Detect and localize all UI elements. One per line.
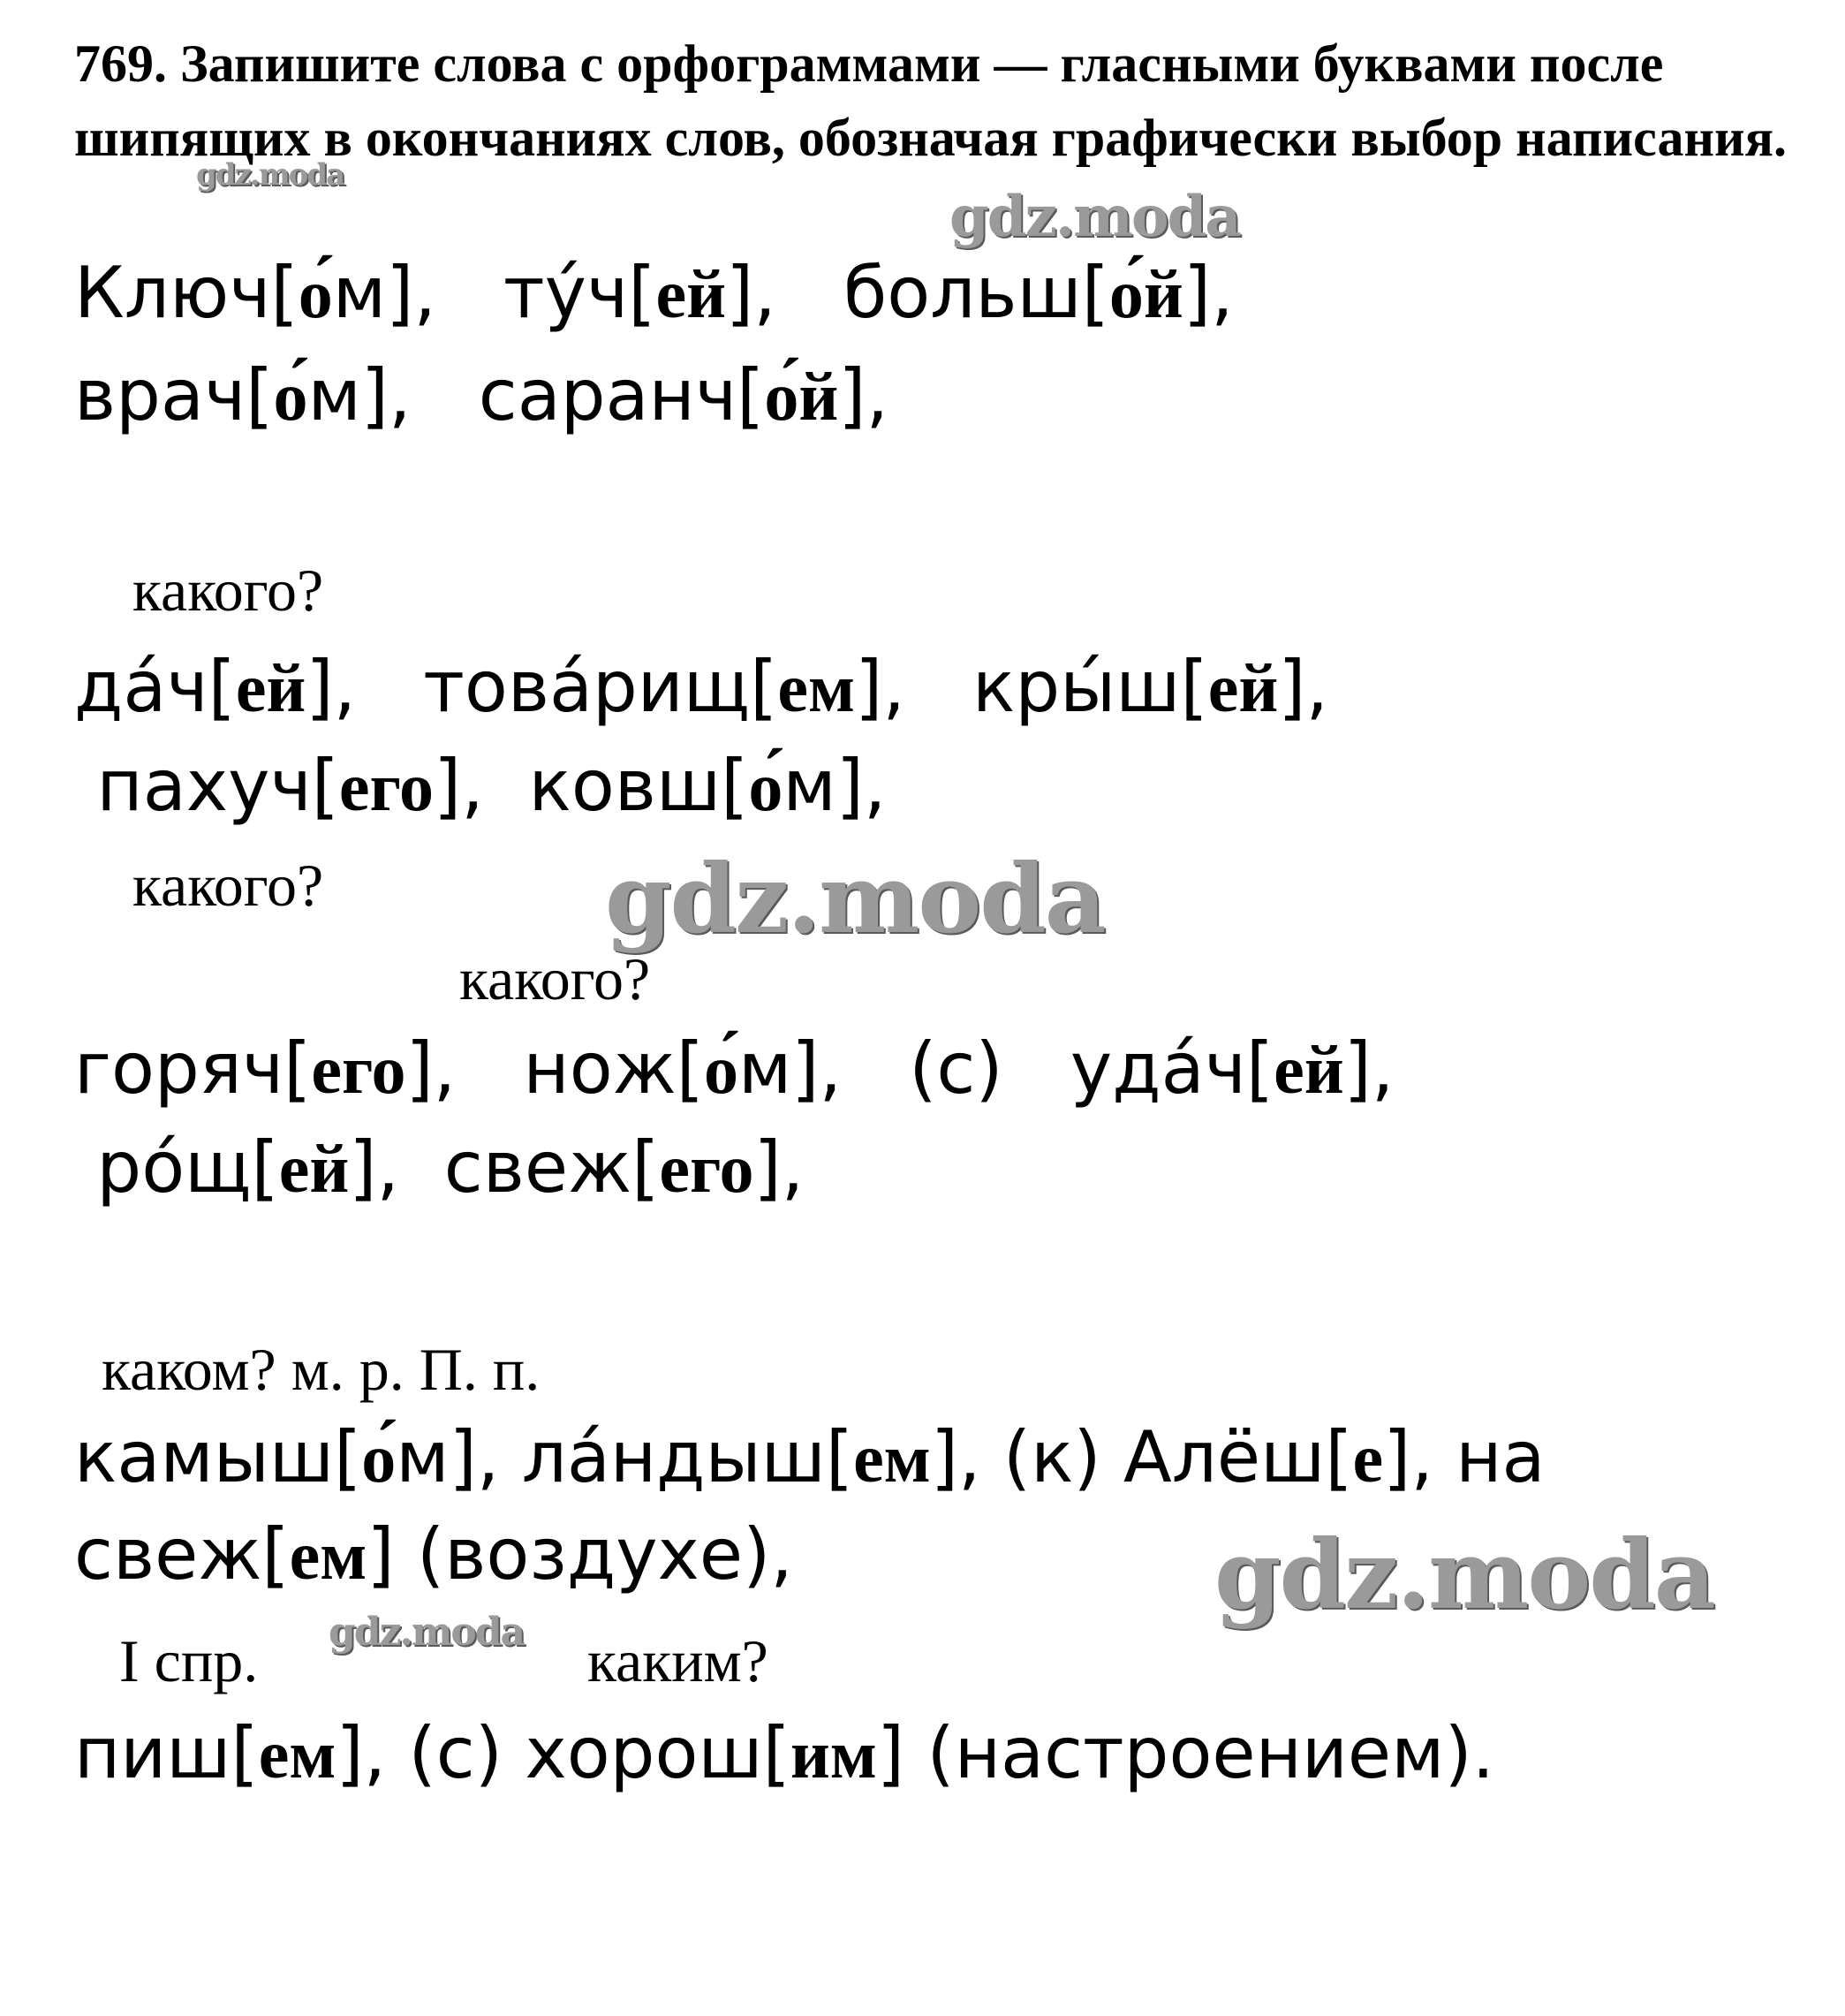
watermark-logo: gdz.moda: [949, 184, 1240, 250]
watermark-logo: gdz.moda: [1214, 1520, 1714, 1631]
answer-line-9: пиш[ем], (с) хорош[им] (настроением).: [74, 1712, 1495, 1794]
question-label-4: каком? м. р. П. п.: [102, 1336, 541, 1403]
question-label-6: каким?: [587, 1627, 768, 1694]
question-label-3: какого?: [459, 945, 651, 1012]
answer-line-3: да́ч[ей], това́рищ[ем], кры́ш[ей],: [74, 646, 1328, 728]
question-label-1: какого?: [132, 557, 324, 624]
answer-line-1: Ключ[о́м], ту́ч[ей], больш[о́й],: [74, 252, 1234, 334]
question-label-5: I спр.: [119, 1627, 259, 1694]
question-label-2: какого?: [132, 852, 324, 919]
answer-line-5: горяч[его], нож[о́м], (с) уда́ч[ей],: [74, 1027, 1395, 1110]
watermark-logo: gdz.moda: [329, 1610, 525, 1655]
watermark-logo: gdz.moda: [196, 157, 344, 193]
answer-line-8: свеж[ем] (воздухе),: [74, 1513, 793, 1595]
answer-line-7: камыш[о́м], ла́ндыш[ем], (к) Алёш[е], на: [74, 1416, 1546, 1498]
watermark-logo: gdz.moda: [605, 844, 1105, 955]
task-text: 769. Запишите слова с орфограммами — гласными буквами после шипящих в окончаниях слов, обозначая графически выбор написания.: [74, 34, 1788, 167]
answer-line-4: пахуч[его], ковш[о́м],: [74, 745, 887, 827]
answer-line-2: врач[о́м], саранч[о́й],: [74, 354, 888, 436]
answer-line-6: ро́щ[ей], свеж[его],: [74, 1126, 805, 1209]
